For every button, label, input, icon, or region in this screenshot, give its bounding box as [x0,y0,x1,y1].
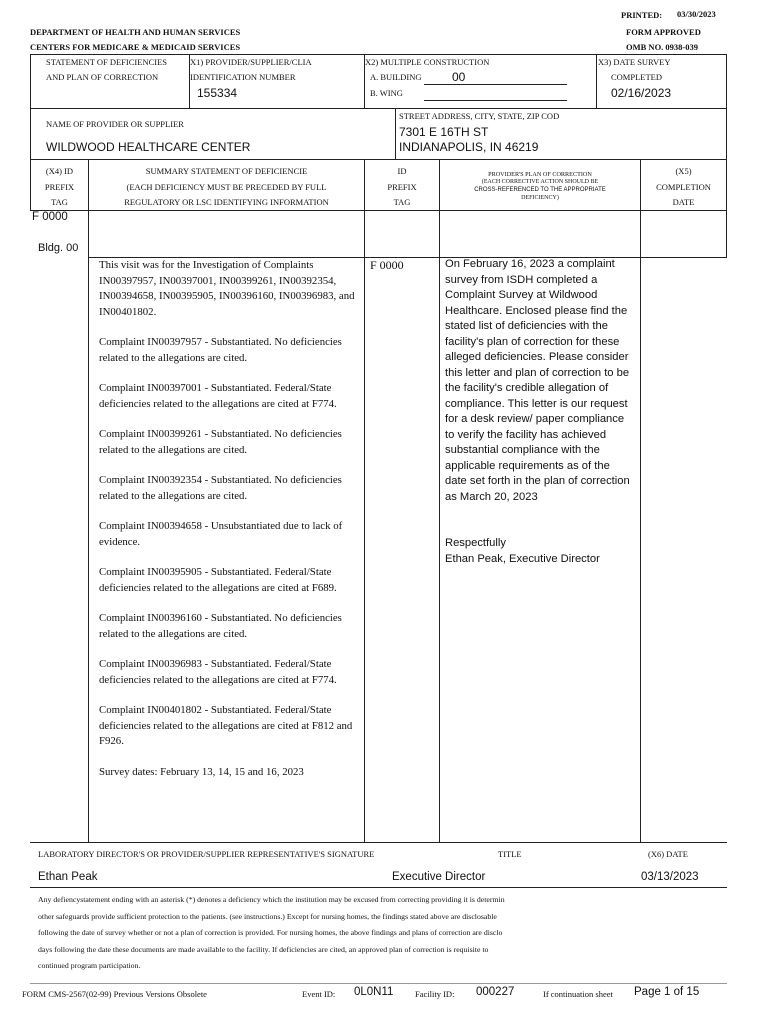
x5-label-1: (X5) [675,166,692,176]
title-label: TITLE [498,849,522,859]
x5-label-3: DATE [672,197,695,207]
plan-text: On February 16, 2023 a complaint survey from ISDH completed a Complaint Survey at Wildwood Healthcare. Enclosed please find the stated list of deficiencies with the facility's plan of correction for these alleged deficiencies. Please consider this letter and plan of correction to be the facility's credible allegation of compliance. This letter is our request for a desk review/ paper compliance to verify the facility has achieved substantial compliance with the applicable requirements as of the date set forth in the plan of correction as March 20, 2023 [445,258,630,503]
signature-label: LABORATORY DIRECTOR'S OR PROVIDER/SUPPLIER REPRESENTATIVE'S SIGNATURE [38,849,375,859]
building-value: 00 [452,70,466,84]
facility-id-value: 000227 [476,986,515,998]
x4-label-1: (X4) ID [45,166,74,176]
x4-label-3: TAG [51,197,68,207]
signature-date: 03/13/2023 [641,871,699,883]
summary-statement [99,258,361,780]
x3-label-2: COMPLETED [611,72,662,82]
printed-label: PRINTED: [621,10,663,20]
signature-name: Ethan Peak [38,871,98,883]
x3-label-1: X3) DATE SURVEY [598,57,671,67]
summary-label-3: REGULATORY OR LSC IDENTIFYING INFORMATION [124,197,329,207]
x1-label-1: X1) PROVIDER/SUPPLIER/CLIA [190,57,312,67]
x2-label: X2) MULTIPLE CONSTRUCTION [365,57,490,67]
summary-paragraph: Complaint IN00395905 - Substantiated. Federal/State deficiencies related to the allegations are cited at F689. [99,566,337,594]
form-number: FORM CMS-2567(02-99) Previous Versions Obsolete [22,989,207,999]
continuation-label: If continuation sheet [543,989,613,999]
provider-name-value: WILDWOOD HEALTHCARE CENTER [46,140,251,154]
event-id-value: 0L0N11 [354,986,394,998]
summary-paragraph: Complaint IN00399261 - Substantiated. No deficiencies related to the allegations are cited. [99,428,342,456]
disclaimer-line: other safeguards provide sufficient protection to the patients. (see instructions.) Except for nursing homes, the findings stated above are disclosable [38,911,497,921]
summary-paragraph: Complaint IN00394658 - Unsubstantiated due to lack of evidence. [99,520,343,548]
building-tag: Bldg. 00 [38,242,79,254]
disclaimer-line: days following the date these documents are made available to the facility. If deficiencies are cited, an approved plan of correction is requisite to [38,944,489,954]
summary-paragraph: Complaint IN00401802 - Substantiated. Federal/State deficiencies related to the allegations are cited at F812 and F926. [99,704,353,747]
event-id-label: Event ID: [302,989,336,999]
id-label-1: ID [397,166,407,176]
plan-closing: Respectfully [445,537,506,549]
plan-signer: Ethan Peak, Executive Director [445,552,600,565]
provider-id-value: 155334 [197,86,238,100]
address-label: STREET ADDRESS, CITY, STATE, ZIP COD [399,111,560,121]
plan-label-1: PROVIDER'S PLAN OF CORRECTION [488,171,592,178]
plan-label-4: DEFICIENCY) [521,195,559,201]
summary-label-1: SUMMARY STATEMENT OF DEFICIENCIE [145,166,308,176]
page-number: Page 1 of 15 [634,986,700,998]
date-label: (X6) DATE [648,849,688,859]
agency-line-2: CENTERS FOR MEDICARE & MEDICAID SERVICES [30,42,241,52]
form-approved: FORM APPROVED [626,27,701,37]
omb-number: OMB NO. 0938-039 [626,42,699,52]
id-prefix-tag: F 0000 [370,258,404,272]
agency-line-1: DEPARTMENT OF HEALTH AND HUMAN SERVICES [30,27,241,37]
building-label: A. BUILDING [370,72,422,82]
id-label-2: PREFIX [387,182,417,192]
x1-label-2: IDENTIFICATION NUMBER [190,72,296,82]
left-prefix-tag: F 0000 [32,211,68,223]
disclaimer-line: Any defiencystatement ending with an asterisk (*) denotes a deficiency which the institution may be excused from correcting providing it is determin [38,895,505,904]
statement-label-1: STATEMENT OF DEFICIENCIES [46,57,168,67]
wing-label: B. WING [370,88,403,98]
plan-of-correction [445,257,630,567]
x5-label-2: COMPLETION [656,182,711,192]
summary-paragraph: This visit was for the Investigation of Complaints IN00397957, IN00397001, IN00399261, IN00392354, IN00394658, IN00395905, IN00396160, IN00396983, and IN00401802. [99,259,355,318]
plan-label-2: (EACH CORRECTIVE ACTION SHOULD BE [481,179,599,185]
summary-paragraph: Complaint IN00392354 - Substantiated. No deficiencies related to the allegations are cited. [99,474,342,502]
summary-paragraph: Complaint IN00397001 - Substantiated. Federal/State deficiencies related to the allegations are cited at F774. [99,382,337,410]
disclaimer-line: continued program participation. [38,961,141,970]
signature-title: Executive Director [392,871,486,883]
x4-label-2: PREFIX [44,182,75,192]
summary-paragraph: Complaint IN00397957 - Substantiated. No deficiencies related to the allegations are cited. [99,336,342,364]
disclaimer [38,892,728,975]
facility-id-label: Facility ID: [415,989,455,999]
plan-label-3: CROSS-REFERENCED TO THE APPROPRIATE [474,187,606,193]
address-line-1: 7301 E 16TH ST [399,125,489,139]
summary-paragraph: Complaint IN00396983 - Substantiated. Federal/State deficiencies related to the allegations are cited at F774. [99,658,337,686]
address-line-2: INDIANAPOLIS, IN 46219 [399,140,539,154]
disclaimer-line: following the date of survey whether or not a plan of correction is provided. For nursing homes, the above findings and plans of correction are disclo [38,928,503,937]
survey-completed-date: 02/16/2023 [611,86,672,100]
summary-paragraph: Complaint IN00396160 - Substantiated. No deficiencies related to the allegations are cited. [99,612,342,640]
statement-label-2: AND PLAN OF CORRECTION [46,72,159,82]
summary-label-2: (EACH DEFICIENCY MUST BE PRECEDED BY FULL [126,182,327,192]
summary-paragraph: Survey dates: February 13, 14, 15 and 16, 2023 [99,765,304,778]
id-label-3: TAG [393,197,411,207]
printed-date: 03/30/2023 [677,9,716,19]
provider-name-label: NAME OF PROVIDER OR SUPPLIER [46,119,184,129]
